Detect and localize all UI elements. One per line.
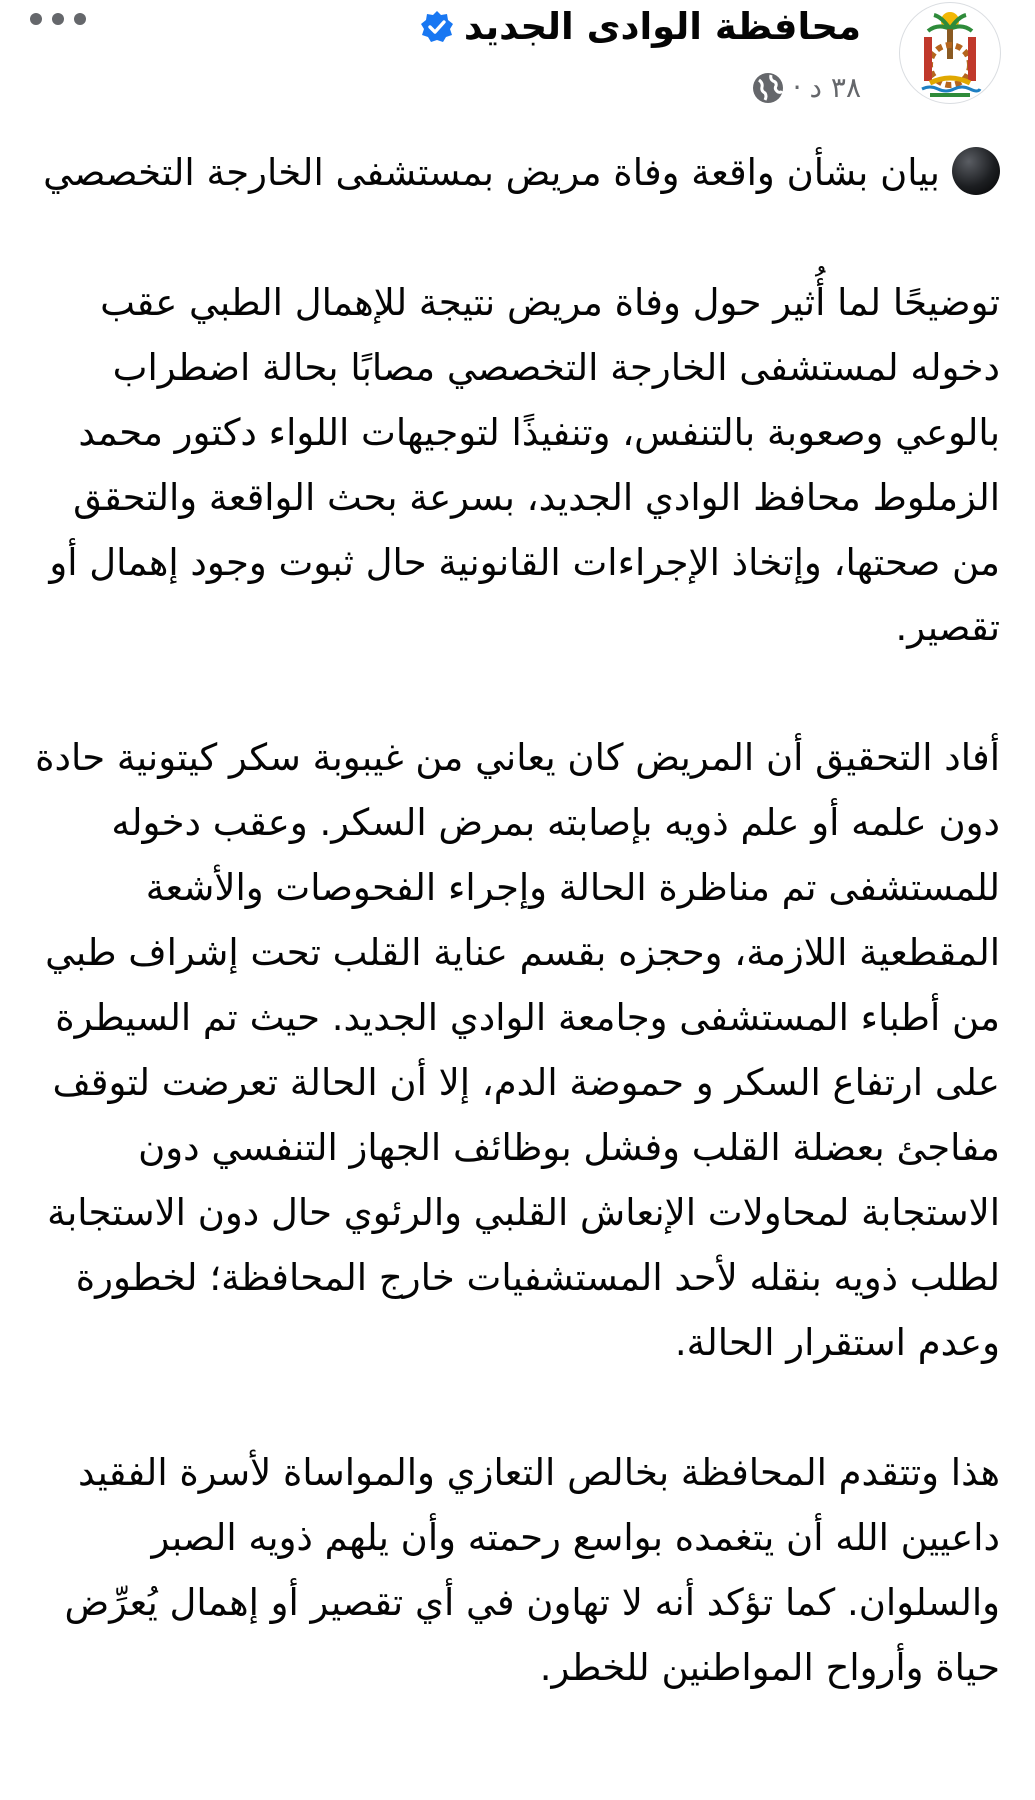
post-title: بيان بشأن واقعة وفاة مريض بمستشفى الخارجة التخصصي xyxy=(43,151,940,194)
post-paragraph: هذا وتتقدم المحافظة بخالص التعازي والمواساة لأسرة الفقيد داعيين الله أن يتغمده بواسع رحمته وأن يلهم ذويه الصبر والسلوان. كما تؤكد أنه لا تهاون في أي تقصير أو إهمال يُعرِّض حياة وأرواح المواطنين للخطر. xyxy=(64,1451,1000,1689)
post-meta xyxy=(751,70,861,106)
meta-separator: · xyxy=(792,71,802,104)
page-name[interactable]: محافظة الوادى الجديد xyxy=(463,5,861,48)
more-options-button[interactable] xyxy=(30,2,86,36)
post-paragraph: توضيحًا لما أُثير حول وفاة مريض نتيجة للإهمال الطبي عقب دخوله لمستشفى الخارجة التخصصي مصابًا بحالة اضطراب بالوعي وصعوبة بالتنفس، وتنفيذًا لتوجيهات اللواء دكتور محمد الزملوط محافظ الوادي الجديد، بسرعة بحث الواقعة والتحقق من صحتها، وإتخاذ الإجراءات القانونية حال ثبوت وجود إهمال أو تقصير. xyxy=(49,281,1000,649)
page-name-row xyxy=(420,4,861,50)
post-title-paragraph xyxy=(35,140,1000,205)
globe-icon[interactable] xyxy=(751,71,785,105)
post-timestamp[interactable]: ٣٨ د xyxy=(809,71,861,104)
black-circle-bullet-icon xyxy=(952,147,1000,195)
post-paragraph: أفاد التحقيق أن المريض كان يعاني من غيبوبة سكر كيتونية حادة دون علمه أو علم ذويه بإصابته بمرض السكر. وعقب دخوله للمستشفى تم مناظرة الحالة وإجراء الفحوصات والأشعة المقطعية اللازمة، وحجزه بقسم عناية القلب تحت إشراف طبي من أطباء المستشفى وجامعة الوادي الجديد. حيث تم السيطرة على ارتفاع السكر و حموضة الدم، إلا أن الحالة تعرضت لتوقف مفاجئ بعضلة القلب وفشل بوظائف الجهاز التنفسي دون الاستجابة لمحاولات الإنعاش القلبي والرئوي حال دون الاستجابة لطلب ذويه بنقله لأحد المستشفيات خارج المحافظة؛ لخطورة وعدم استقرار الحالة. xyxy=(35,736,1000,1364)
more-dot-icon xyxy=(30,13,42,25)
more-dot-icon xyxy=(74,13,86,25)
verified-badge-icon xyxy=(420,10,454,44)
page-avatar[interactable] xyxy=(899,2,1001,104)
governorate-logo-icon xyxy=(900,3,1000,103)
post-content xyxy=(35,140,1000,1765)
more-dot-icon xyxy=(52,13,64,25)
